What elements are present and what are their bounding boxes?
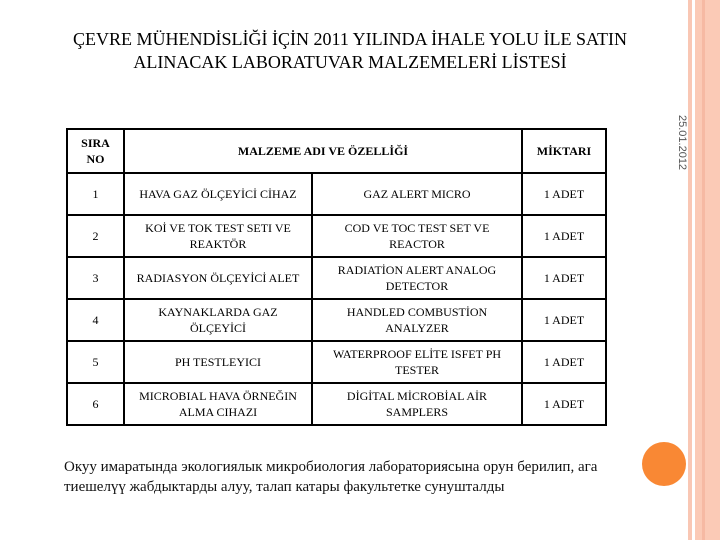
cell-name-tr: RADIASYON ÖLÇEYİCİ ALET [124, 257, 312, 299]
header-name: MALZEME ADI VE ÖZELLİĞİ [124, 129, 522, 173]
materials-table [66, 128, 607, 426]
cell-name-tr: KOİ VE TOK TEST SETI VE REAKTÖR [124, 215, 312, 257]
header-no: SIRA NO [67, 129, 124, 173]
decor-stripe [688, 0, 692, 540]
table-row [67, 299, 606, 341]
cell-qty: 1 ADET [522, 383, 606, 425]
note-text: Окуу имаратында экологиялык микробиология лабораториясына орун берилип, ага тиешелүү жабдыктарды алуу, талап катары факультетке сунушталды [64, 459, 598, 495]
cell-no: 1 [67, 173, 124, 215]
slide-date: 25.01.2012 [676, 115, 688, 171]
slide-title: ÇEVRE MÜHENDİSLİĞİ İÇİN 2011 YILINDA İHALE YOLU İLE SATIN ALINACAK LABORATUVAR MALZEMELERİ LİSTESİ [73, 29, 627, 72]
cell-qty: 1 ADET [522, 341, 606, 383]
decor-circle-icon [642, 442, 686, 486]
table-row [67, 215, 606, 257]
cell-qty: 1 ADET [522, 173, 606, 215]
cell-no: 4 [67, 299, 124, 341]
cell-name-en: GAZ ALERT MICRO [312, 173, 522, 215]
cell-no: 3 [67, 257, 124, 299]
cell-no: 5 [67, 341, 124, 383]
cell-name-en: DİGİTAL MİCROBİAL AİR SAMPLERS [312, 383, 522, 425]
table-row [67, 173, 606, 215]
cell-name-tr: KAYNAKLARDA GAZ ÖLÇEYİCİ [124, 299, 312, 341]
decor-stripe [702, 0, 705, 540]
cell-qty: 1 ADET [522, 257, 606, 299]
cell-name-tr: PH TESTLEYICI [124, 341, 312, 383]
header-qty: MİKTARI [522, 129, 606, 173]
cell-qty: 1 ADET [522, 215, 606, 257]
table-header-row [67, 129, 606, 173]
cell-name-tr: MICROBIAL HAVA ÖRNEĞIN ALMA CIHAZI [124, 383, 312, 425]
cell-name-en: COD VE TOC TEST SET VE REACTOR [312, 215, 522, 257]
cell-name-tr: HAVA GAZ ÖLÇEYİCİ CİHAZ [124, 173, 312, 215]
cell-no: 6 [67, 383, 124, 425]
cell-name-en: HANDLED COMBUSTİON ANALYZER [312, 299, 522, 341]
cell-no: 2 [67, 215, 124, 257]
cell-name-en: WATERPROOF ELİTE ISFET PH TESTER [312, 341, 522, 383]
decor-stripe [695, 0, 720, 540]
cell-name-en: RADIATİON ALERT ANALOG DETECTOR [312, 257, 522, 299]
table-row [67, 341, 606, 383]
table-row [67, 383, 606, 425]
cell-qty: 1 ADET [522, 299, 606, 341]
table-row [67, 257, 606, 299]
